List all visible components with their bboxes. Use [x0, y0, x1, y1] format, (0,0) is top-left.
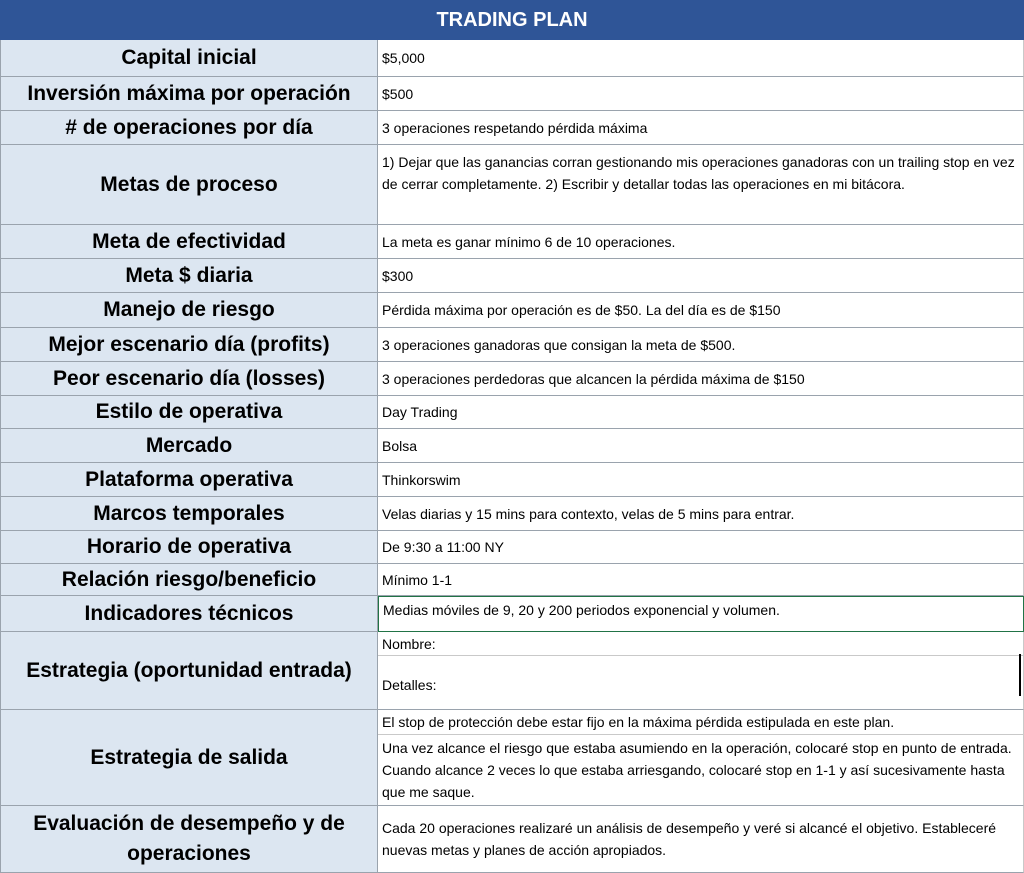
row-label: Peor escenario día (losses): [0, 362, 378, 396]
row-marcos-temporales: [0, 497, 1024, 531]
sheet-title: TRADING PLAN: [0, 0, 1024, 40]
entry-details-label: Detalles:: [382, 677, 437, 693]
row-value[interactable]: [378, 632, 1024, 710]
row-mejor-escenario: [0, 328, 1024, 362]
row-value[interactable]: [378, 710, 1024, 806]
row-indicadores: [0, 596, 1024, 632]
row-operaciones-por-dia: [0, 111, 1024, 145]
row-label: # de operaciones por día: [0, 111, 378, 145]
row-label: Estrategia de salida: [0, 710, 378, 806]
row-label: Meta $ diaria: [0, 259, 378, 293]
row-value[interactable]: La meta es ganar mínimo 6 de 10 operaciones.: [378, 225, 1024, 259]
row-manejo-riesgo: [0, 293, 1024, 328]
row-mercado: [0, 429, 1024, 463]
row-metas-de-proceso: [0, 145, 1024, 225]
row-estrategia-entrada: [0, 632, 1024, 710]
row-label: Mejor escenario día (profits): [0, 328, 378, 362]
row-peor-escenario: [0, 362, 1024, 396]
row-value[interactable]: $500: [378, 77, 1024, 111]
exit-line-1: El stop de protección debe estar fijo en la máxima pérdida estipulada en este plan.: [378, 710, 1023, 735]
row-value[interactable]: Velas diarias y 15 mins para contexto, velas de 5 mins para entrar.: [378, 497, 1024, 531]
row-label: Manejo de riesgo: [0, 293, 378, 328]
row-value[interactable]: $300: [378, 259, 1024, 293]
row-label: Marcos temporales: [0, 497, 378, 531]
row-value[interactable]: Day Trading: [378, 396, 1024, 429]
row-value[interactable]: 3 operaciones respetando pérdida máxima: [378, 111, 1024, 145]
row-evaluacion: [0, 806, 1024, 873]
entry-name-label: Nombre:: [378, 632, 1023, 656]
row-meta-efectividad: [0, 225, 1024, 259]
row-value[interactable]: 3 operaciones perdedoras que alcancen la pérdida máxima de $150: [378, 362, 1024, 396]
row-value[interactable]: Thinkorswim: [378, 463, 1024, 497]
row-label: Metas de proceso: [0, 145, 378, 225]
row-plataforma: [0, 463, 1024, 497]
row-label: Capital inicial: [0, 40, 378, 77]
row-value[interactable]: Pérdida máxima por operación es de $50. La del día es de $150: [378, 293, 1024, 328]
row-estrategia-salida: [0, 710, 1024, 806]
row-value[interactable]: $5,000: [378, 40, 1024, 77]
text-cursor: [1019, 654, 1021, 696]
row-inversion-maxima: [0, 77, 1024, 111]
row-label: Horario de operativa: [0, 531, 378, 564]
row-label: Estrategia (oportunidad entrada): [0, 632, 378, 710]
row-label: Indicadores técnicos: [0, 596, 378, 632]
row-value[interactable]: De 9:30 a 11:00 NY: [378, 531, 1024, 564]
row-label: Relación riesgo/beneficio: [0, 564, 378, 596]
row-value[interactable]: 1) Dejar que las ganancias corran gestionando mis operaciones ganadoras con un trailing stop en vez de cerrar completamente. 2) Escribir y detallar todas las operaciones en mi bitácora.: [378, 145, 1024, 225]
row-meta-diaria: [0, 259, 1024, 293]
row-value[interactable]: 3 operaciones ganadoras que consigan la meta de $500.: [378, 328, 1024, 362]
row-value[interactable]: Mínimo 1-1: [378, 564, 1024, 596]
row-estilo-operativa: [0, 396, 1024, 429]
row-relacion-riesgo: [0, 564, 1024, 596]
row-value[interactable]: Bolsa: [378, 429, 1024, 463]
row-label: Mercado: [0, 429, 378, 463]
selected-cell[interactable]: Medias móviles de 9, 20 y 200 periodos exponencial y volumen.: [378, 596, 1024, 632]
exit-line-2: Una vez alcance el riesgo que estaba asumiendo en la operación, colocaré stop en punto de entrada. Cuando alcance 2 veces lo que estaba arriesgando, colocaré stop en 1-1 y así sucesivamente hasta que me saque.: [382, 740, 1012, 800]
row-capital-inicial: [0, 40, 1024, 77]
row-label: Estilo de operativa: [0, 396, 378, 429]
row-horario: [0, 531, 1024, 564]
row-label: Plataforma operativa: [0, 463, 378, 497]
row-label: Inversión máxima por operación: [0, 77, 378, 111]
row-value[interactable]: Cada 20 operaciones realizaré un análisis de desempeño y veré si alcancé el objetivo. Estableceré nuevas metas y planes de acción apropiados.: [378, 806, 1024, 873]
row-label: Meta de efectividad: [0, 225, 378, 259]
row-label: Evaluación de desempeño y de operaciones: [0, 806, 378, 873]
